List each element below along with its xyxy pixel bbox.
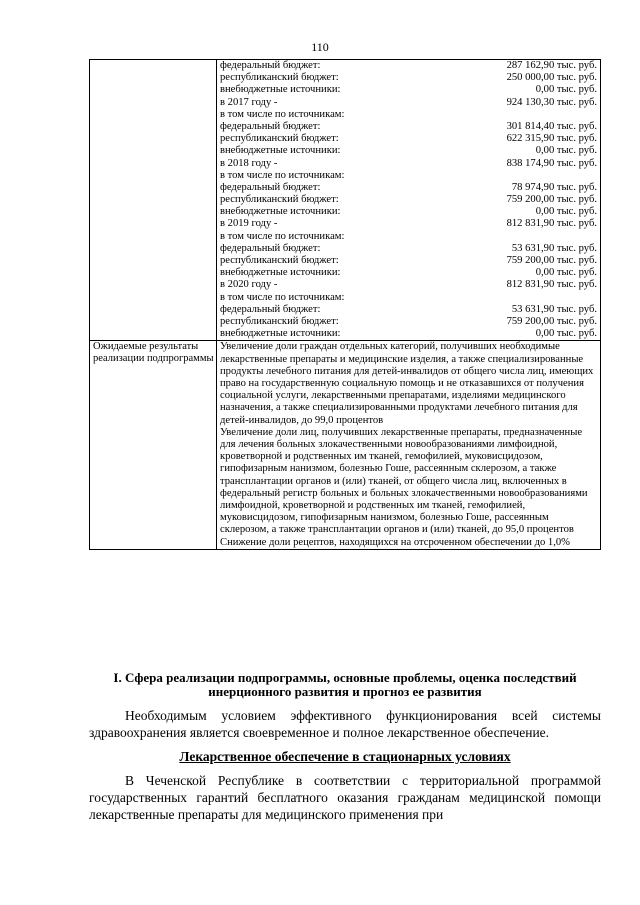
finance-line-value: 287 162,90 тыс. руб. bbox=[506, 60, 597, 71]
results-paragraph: Увеличение доли граждан отдельных категорий, получивших необходимые лекарственные препараты и медицинские изделия, а также специализированные продукты лечебного питания для детей-инвалидов от общего числа лиц, имеющих право на государственную социальную помощь и не отказавшихся от получения социальной услуги, лекарственными препаратами, изделиями медицинского назначения, а также специализированными продуктами лечебного питания для детей-инвалидов, до 99,0 процентов bbox=[220, 341, 594, 426]
finance-line-value: 53 631,90 тыс. руб. bbox=[511, 303, 597, 315]
finance-line bbox=[220, 170, 597, 182]
finance-line bbox=[220, 194, 597, 206]
finance-line-label: федеральный бюджет: bbox=[220, 120, 321, 132]
finance-line bbox=[220, 158, 597, 170]
finance-line bbox=[220, 243, 597, 255]
finance-line-label: федеральный бюджет: bbox=[220, 181, 321, 193]
results-label-cell bbox=[90, 341, 217, 549]
finance-line-label: республиканский бюджет: bbox=[220, 315, 339, 327]
intro-paragraph: Необходимым условием эффективного функционирования всей системы здравоохранения является своевременное и полное лекарственное обеспечение. bbox=[89, 708, 601, 740]
finance-row bbox=[90, 60, 601, 341]
section-heading: I. Сфера реализации подпрограммы, основные проблемы, оценка последствий инерционного развития и прогноз ее развития bbox=[113, 670, 577, 699]
finance-line-label: федеральный бюджет: bbox=[220, 242, 321, 254]
finance-line-value: 0,00 тыс. руб. bbox=[535, 84, 597, 96]
finance-line bbox=[220, 109, 597, 121]
finance-line bbox=[220, 292, 597, 304]
finance-line-value: 0,00 тыс. руб. bbox=[535, 145, 597, 157]
subsection-heading: Лекарственное обеспечение в стационарных условиях bbox=[179, 749, 511, 764]
finance-values-cell bbox=[217, 60, 601, 341]
finance-line bbox=[220, 60, 597, 72]
finance-line bbox=[220, 72, 597, 84]
finance-line bbox=[220, 133, 597, 145]
finance-line-label: внебюджетные источники: bbox=[220, 267, 341, 279]
finance-line-label: республиканский бюджет: bbox=[220, 194, 339, 206]
finance-line-value: 838 174,90 тыс. руб. bbox=[506, 157, 597, 169]
finance-line bbox=[220, 304, 597, 316]
finance-line-value: 53 631,90 тыс. руб. bbox=[511, 242, 597, 254]
results-label: Ожидаемые результаты реализации подпрограммы bbox=[93, 341, 214, 365]
body-paragraph: В Чеченской Республике в соответствии с территориальной программой государственных гарантий бесплатного оказания гражданам медицинской помощи лекарственные препараты для медицинского применения при bbox=[89, 773, 601, 822]
finance-line bbox=[220, 84, 597, 96]
finance-line-value: 812 831,90 тыс. руб. bbox=[506, 218, 597, 230]
finance-line-label: в том числе по источникам: bbox=[220, 230, 345, 242]
finance-line bbox=[220, 328, 597, 340]
subprogram-passport-table bbox=[89, 59, 601, 550]
finance-line-label: внебюджетные источники: bbox=[220, 145, 341, 157]
finance-line-value: 78 974,90 тыс. руб. bbox=[511, 181, 597, 193]
finance-label-cell bbox=[90, 60, 217, 341]
finance-line bbox=[220, 145, 597, 157]
finance-line-label: внебюджетные источники: bbox=[220, 206, 341, 218]
finance-line-value: 812 831,90 тыс. руб. bbox=[506, 279, 597, 291]
finance-line-value: 622 315,90 тыс. руб. bbox=[506, 133, 597, 145]
finance-line bbox=[220, 267, 597, 279]
finance-line bbox=[220, 218, 597, 230]
finance-line-value: 0,00 тыс. руб. bbox=[535, 267, 597, 279]
finance-line bbox=[220, 255, 597, 267]
finance-line-label: внебюджетные источники: bbox=[220, 328, 341, 340]
finance-line-label: республиканский бюджет: bbox=[220, 255, 339, 266]
finance-line-label: в 2017 году - bbox=[220, 96, 278, 108]
finance-line bbox=[220, 279, 597, 291]
finance-line bbox=[220, 231, 597, 243]
finance-line-value: 759 200,00 тыс. руб. bbox=[506, 315, 597, 327]
finance-line-label: в 2020 году - bbox=[220, 279, 278, 291]
finance-line-label: в том числе по источникам: bbox=[220, 291, 345, 303]
finance-line-label: в 2018 году - bbox=[220, 157, 278, 169]
finance-line-value: 301 814,40 тыс. руб. bbox=[506, 120, 597, 132]
finance-line-label: республиканский бюджет: bbox=[220, 133, 339, 145]
finance-line-label: в том числе по источникам: bbox=[220, 108, 345, 120]
page-number: 110 bbox=[311, 40, 329, 54]
finance-line-label: в 2019 году - bbox=[220, 218, 278, 230]
finance-line-label: федеральный бюджет: bbox=[220, 60, 321, 71]
results-paragraph: Снижение доли рецептов, находящихся на отсроченном обеспечении до 1,0% bbox=[220, 536, 570, 548]
finance-line bbox=[220, 316, 597, 328]
finance-line-value: 0,00 тыс. руб. bbox=[535, 328, 597, 340]
finance-line-value: 759 200,00 тыс. руб. bbox=[506, 255, 597, 266]
finance-line-value: 0,00 тыс. руб. bbox=[535, 206, 597, 218]
results-values-cell bbox=[217, 341, 601, 549]
finance-line-value: 759 200,00 тыс. руб. bbox=[506, 194, 597, 206]
finance-line bbox=[220, 121, 597, 133]
finance-line-label: федеральный бюджет: bbox=[220, 303, 321, 315]
finance-line bbox=[220, 206, 597, 218]
results-row bbox=[90, 341, 601, 549]
finance-line-value: 924 130,30 тыс. руб. bbox=[506, 96, 597, 108]
finance-line-label: внебюджетные источники: bbox=[220, 84, 341, 96]
finance-line-label: республиканский бюджет: bbox=[220, 72, 339, 84]
finance-line-label: в том числе по источникам: bbox=[220, 169, 345, 181]
results-paragraph: Увеличение доли лиц, получивших лекарственные препараты, предназначенные для лечения больных злокачественными новообразованиями лимфоидной, кроветворной и родственных им тканей, гемофилией, муковисцидозом, гипофизарным нанизмом, болезнью Гоше, рассеянным склерозом, а также трансплантации органов и (или) тканей, от общего числа лиц, включенных в федеральный регистр больных и больных злокачественными новообразованиями лимфоидной, кроветворной и родственных им тканей, гемофилией, муковисцидозом, гипофизарным нанизмом, болезнью Гоше, рассеянным склерозом, а также трансплантации органов и (или) тканей, до 95,0 процентов bbox=[220, 426, 588, 536]
finance-line bbox=[220, 182, 597, 194]
finance-line-value: 250 000,00 тыс. руб. bbox=[506, 72, 597, 84]
finance-line bbox=[220, 97, 597, 109]
